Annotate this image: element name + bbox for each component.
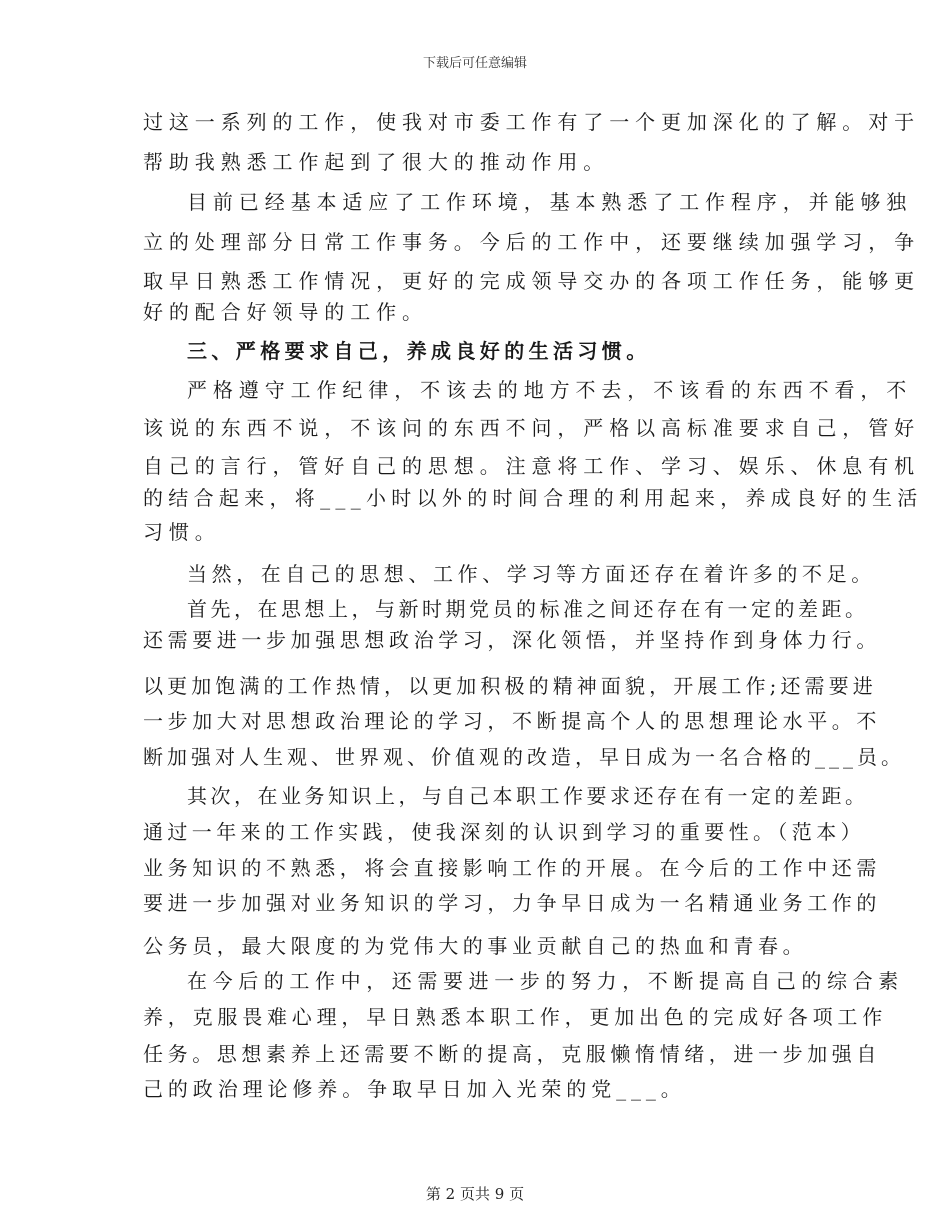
text-line: 断加强对人生观、世界观、价值观的改造，早日成为一名合格的___员。 bbox=[143, 745, 905, 769]
text-line: 取早日熟悉工作情况，更好的完成领导交办的各项工作任务，能够更 bbox=[143, 269, 920, 293]
text-line: 首先，在思想上，与新时期党员的标准之间还存在有一定的差距。 bbox=[187, 597, 869, 621]
text-line: 当然，在自己的思想、工作、学习等方面还存在着许多的不足。 bbox=[187, 562, 876, 586]
page-number: 第 2 页共 9 页 bbox=[425, 1185, 525, 1203]
text-line: 以更加饱满的工作热情，以更加积极的精神面貌，开展工作;还需要进 bbox=[143, 674, 877, 698]
text-line: 其次，在业务知识上，与自己本职工作要求还存在有一定的差距。 bbox=[187, 784, 869, 808]
text-line: 在今后的工作中，还需要进一步的努力，不断提高自己的综合素 bbox=[187, 969, 904, 993]
text-line: 习惯。 bbox=[143, 520, 221, 544]
text-line: 要进一步加强对业务知识的学习，力争早日成为一名精通业务工作的 bbox=[143, 891, 881, 915]
text-line: 严格遵守工作纪律，不该去的地方不去，不该看的东西不看，不 bbox=[187, 378, 913, 402]
text-line: 通过一年来的工作实践，使我深刻的认识到学习的重要性。（范本） bbox=[143, 820, 865, 844]
text-line: 立的处理部分日常工作事务。今后的工作中，还要继续加强学习，争 bbox=[143, 230, 920, 254]
text-line: 还需要进一步加强思想政治学习，深化领悟，并坚持作到身体力行。 bbox=[143, 628, 881, 652]
page-header: 下载后可任意编辑 bbox=[422, 56, 527, 71]
text-line: 业务知识的不熟悉，将会直接影响工作的开展。在今后的工作中还需 bbox=[143, 856, 881, 880]
text-line: 过这一系列的工作，使我对市委工作有了一个更加深化的了解。对于 bbox=[143, 110, 920, 134]
text-line: 该说的东西不说，不该问的东西不问，严格以高标准要求自己，管好 bbox=[143, 416, 920, 440]
section-heading: 三、严格要求自己，养成良好的生活习惯。 bbox=[187, 339, 651, 363]
text-line: 任务。思想素养上还需要不断的提高，克服懒惰情绪，进一步加强自 bbox=[143, 1042, 881, 1066]
text-line: 的结合起来，将___小时以外的时间合理的利用起来，养成良好的生活 bbox=[143, 486, 923, 510]
text-line: 目前已经基本适应了工作环境，基本熟悉了工作程序，并能够独 bbox=[187, 190, 913, 214]
text-line: 己的政治理论修养。争取早日加入光荣的党___。 bbox=[143, 1077, 686, 1101]
text-line: 自己的言行，管好自己的思想。注意将工作、学习、娱乐、休息有机 bbox=[143, 454, 920, 478]
text-line: 帮助我熟悉工作起到了很大的推动作用。 bbox=[143, 150, 610, 174]
text-line: 好的配合好领导的工作。 bbox=[143, 300, 428, 324]
text-line: 公务员，最大限度的为党伟大的事业贡献自己的热血和青春。 bbox=[143, 934, 808, 958]
text-line: 一步加大对思想政治理论的学习，不断提高个人的思想理论水平。不 bbox=[143, 709, 881, 733]
text-line: 养，克服畏难心理，早日熟悉本职工作，更加出色的完成好各项工作 bbox=[143, 1005, 887, 1029]
